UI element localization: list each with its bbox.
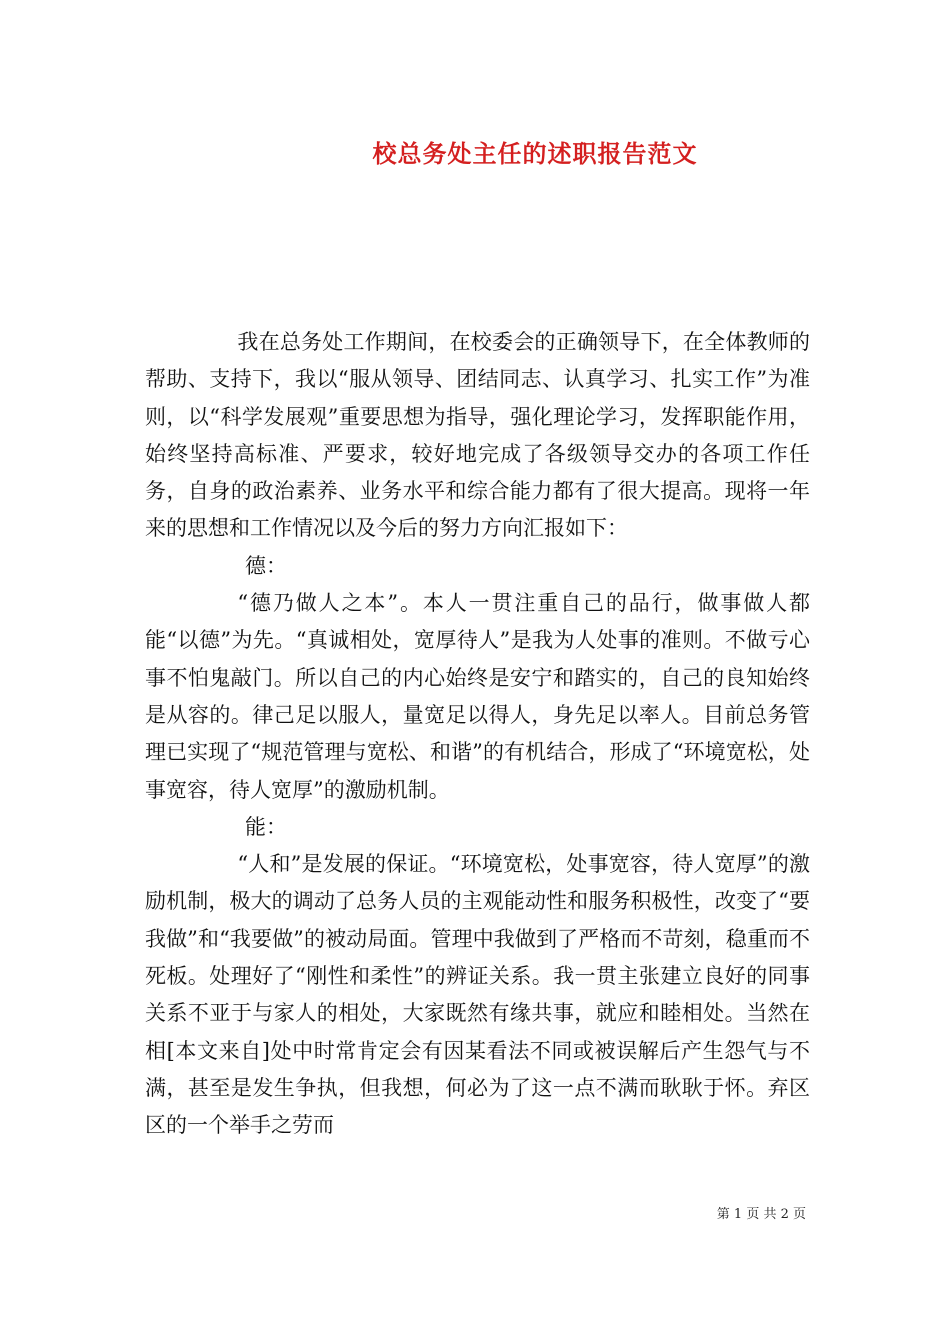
section-heading-neng: 能：: [245, 814, 287, 839]
page-number: 第 1 页 共 2 页: [716, 1207, 806, 1222]
intro-paragraph: 我在总务处工作期间，在校委会的正确领导下，在全体教师的帮助、支持下，我以“服从领导、团结同志、认真学习、扎实工作”为准则，以“科学发展观”重要思想为指导，强化理论学习，发挥职能作用，始终坚持高标准、严要求，较好地完成了各级领导交办的各项工作任务，自身的政治素养、业务水平和综合能力都有了很大提高。现将一年来的思想和工作情况以及今后的努力方向汇报如下：: [145, 330, 810, 541]
neng-paragraph: “人和”是发展的保证。“环境宽松，处事宽容，待人宽厚”的激励机制，极大的调动了总务人员的主观能动性和服务积极性，改变了“要我做”和“我要做”的被动局面。管理中我做到了严格而不苛刻，稳重而不死板。处理好了“刚性和柔性”的辨证关系。我一贯主张建立良好的同事关系不亚于与家人的相处，大家既然有缘共事，就应和睦相处。当然在相[本文来自]处中时常肯定会有因某看法不同或被误解后产生怨气与不满，甚至是发生争执，但我想，何必为了这一点不满而耿耿于怀。弃区区的一个举手之劳而: [145, 852, 810, 1138]
document-body: [145, 324, 810, 1145]
de-paragraph: “德乃做人之本”。本人一贯注重自己的品行，做事做人都能“以德”为先。“真诚相处，宽厚待人”是我为人处事的准则。不做亏心事不怕鬼敲门。所以自己的内心始终是安宁和踏实的，自己的良知始终是从容的。律己足以服人，量宽足以得人，身先足以率人。目前总务管理已实现了“规范管理与宽松、和谐”的有机结合，形成了“环境宽松，处事宽容，待人宽厚”的激励机制。: [145, 591, 810, 802]
section-heading-de: 德：: [245, 553, 287, 578]
document-title: 校总务处主任的述职报告范文: [372, 139, 698, 168]
